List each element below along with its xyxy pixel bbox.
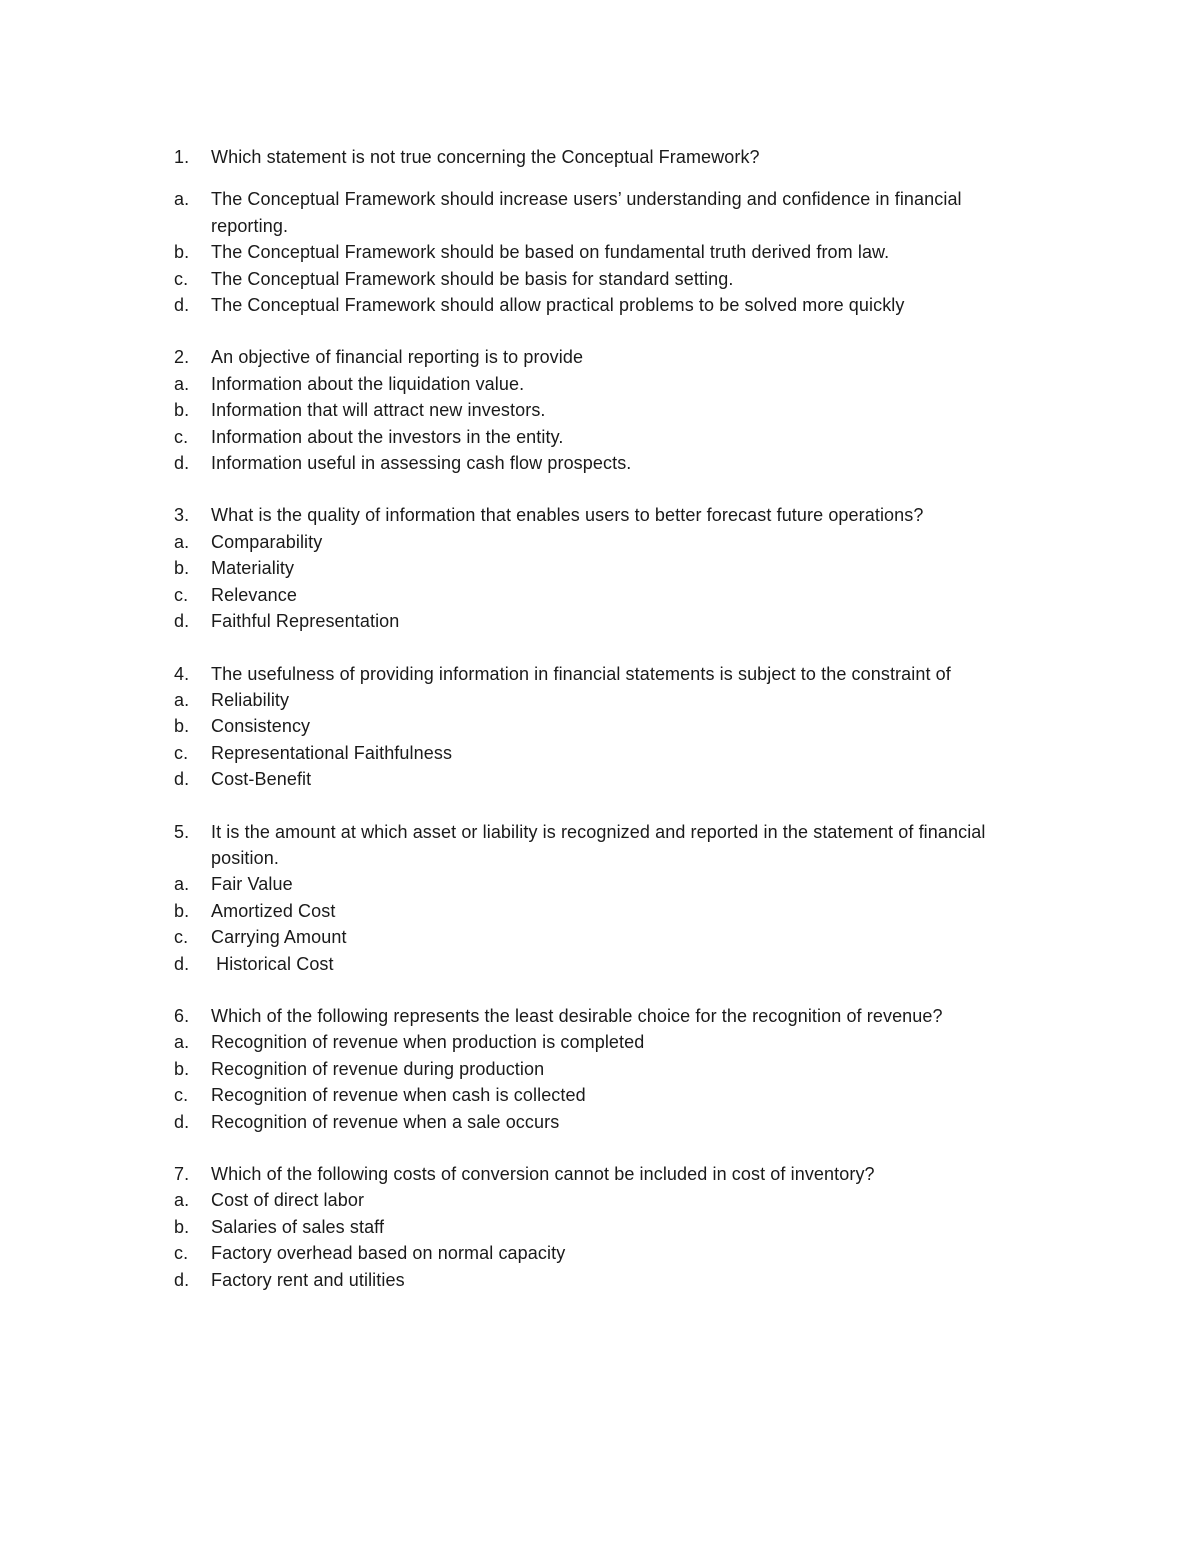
answer-option (174, 1082, 1034, 1108)
option-letter: d. (174, 1111, 190, 1132)
answer-option (174, 687, 1034, 713)
option-text: Factory rent and utilities (211, 1269, 405, 1290)
option-letter: c. (174, 742, 189, 763)
option-text: Cost of direct labor (211, 1190, 365, 1211)
option-text: Factory overhead based on normal capacity (211, 1243, 566, 1264)
option-text: The Conceptual Framework should be basis for standard setting. (211, 268, 734, 289)
question-7 (174, 1161, 1034, 1293)
option-text: Information useful in assessing cash flow prospects. (211, 453, 632, 474)
option-text: Representational Faithfulness (211, 742, 453, 763)
option-letter: a. (174, 689, 190, 710)
option-letter: d. (174, 953, 190, 974)
question-stem (174, 144, 1034, 170)
option-letter: b. (174, 558, 190, 579)
option-text: Fair Value (211, 874, 293, 895)
answer-option (174, 239, 1034, 265)
answer-option (174, 608, 1034, 634)
answer-option (174, 740, 1034, 766)
option-letter: c. (174, 584, 189, 605)
option-text: The Conceptual Framework should increase users’ understanding and confidence in financial reporting. (211, 189, 962, 236)
option-text: Recognition of revenue when a sale occurs (211, 1111, 560, 1132)
option-text: Carrying Amount (211, 927, 347, 948)
answer-option (174, 292, 1034, 318)
option-letter: c. (174, 1085, 189, 1106)
question-number: 2. (174, 347, 190, 368)
option-letter: d. (174, 453, 190, 474)
option-letter: c. (174, 268, 189, 289)
option-letter: d. (174, 611, 190, 632)
option-text: Materiality (211, 558, 295, 579)
option-text: Cost-Benefit (211, 769, 312, 790)
option-text: Recognition of revenue during production (211, 1058, 545, 1079)
option-letter: b. (174, 400, 190, 421)
question-text: The usefulness of providing information in financial statements is subject to the constraint of (211, 663, 951, 684)
question-text: Which of the following represents the least desirable choice for the recognition of revenue? (211, 1005, 943, 1026)
option-letter: b. (174, 900, 190, 921)
option-text: The Conceptual Framework should be based on fundamental truth derived from law. (211, 242, 890, 263)
option-letter: b. (174, 242, 190, 263)
question-1 (174, 144, 1034, 318)
question-text: What is the quality of information that enables users to better forecast future operations? (211, 505, 924, 526)
option-text: Historical Cost (211, 953, 334, 974)
question-stem (174, 1003, 1034, 1029)
answer-option (174, 1109, 1034, 1135)
question-number: 1. (174, 147, 190, 167)
answer-option (174, 529, 1034, 555)
option-text: Amortized Cost (211, 900, 336, 921)
option-text: Consistency (211, 716, 311, 737)
option-letter: c. (174, 1243, 189, 1264)
question-text: Which of the following costs of conversion cannot be included in cost of inventory? (211, 1164, 875, 1184)
answer-option (174, 582, 1034, 608)
answer-option (174, 713, 1034, 739)
answer-option (174, 871, 1034, 897)
option-text: Salaries of sales staff (211, 1216, 385, 1237)
question-text: Which statement is not true concerning the Conceptual Framework? (211, 147, 760, 167)
question-number: 7. (174, 1164, 190, 1184)
answer-option (174, 951, 1034, 977)
answer-option (174, 1240, 1034, 1266)
answer-option (174, 1214, 1034, 1240)
question-5 (174, 819, 1034, 977)
question-stem (174, 1161, 1034, 1187)
option-text: The Conceptual Framework should allow practical problems to be solved more quickly (211, 295, 905, 316)
option-text: Information about the liquidation value. (211, 373, 525, 394)
question-stem (174, 661, 1034, 687)
question-text: An objective of financial reporting is to provide (211, 347, 584, 368)
answer-option (174, 555, 1034, 581)
option-letter: a. (174, 189, 190, 210)
option-letter: d. (174, 1269, 190, 1290)
question-list (174, 144, 1034, 1293)
answer-option (174, 1267, 1034, 1293)
answer-option (174, 766, 1034, 792)
option-letter: a. (174, 373, 190, 394)
question-number: 4. (174, 663, 190, 684)
option-letter: a. (174, 1190, 190, 1211)
answer-option (174, 1029, 1034, 1055)
answer-option (174, 397, 1034, 423)
option-letter: b. (174, 716, 190, 737)
option-text: Recognition of revenue when cash is collected (211, 1085, 586, 1106)
option-letter: b. (174, 1058, 190, 1079)
option-letter: c. (174, 426, 189, 447)
option-text: Recognition of revenue when production is completed (211, 1032, 645, 1053)
answer-option (174, 371, 1034, 397)
option-text: Relevance (211, 584, 297, 605)
question-number: 5. (174, 821, 190, 842)
question-4 (174, 661, 1034, 793)
option-letter: b. (174, 1216, 190, 1237)
question-2 (174, 344, 1034, 476)
question-number: 3. (174, 505, 190, 526)
option-text: Information that will attract new investors. (211, 400, 546, 421)
question-6 (174, 1003, 1034, 1135)
option-letter: c. (174, 927, 189, 948)
answer-option (174, 186, 1034, 239)
option-letter: a. (174, 531, 190, 552)
answer-option (174, 898, 1034, 924)
option-text: Comparability (211, 531, 323, 552)
option-letter: a. (174, 1032, 190, 1053)
answer-option (174, 450, 1034, 476)
option-text: Faithful Representation (211, 611, 400, 632)
answer-option (174, 1056, 1034, 1082)
question-text: It is the amount at which asset or liability is recognized and reported in the statement of financial position. (211, 821, 986, 868)
option-text: Information about the investors in the entity. (211, 426, 564, 447)
question-3 (174, 502, 1034, 634)
answer-option (174, 266, 1034, 292)
answer-option (174, 424, 1034, 450)
option-letter: a. (174, 874, 190, 895)
option-letter: d. (174, 769, 190, 790)
question-stem (174, 344, 1034, 370)
option-text: Reliability (211, 689, 290, 710)
answer-option (174, 1187, 1034, 1213)
answer-option (174, 924, 1034, 950)
question-stem (174, 819, 1034, 872)
option-letter: d. (174, 295, 190, 316)
question-stem (174, 502, 1034, 528)
question-number: 6. (174, 1005, 190, 1026)
